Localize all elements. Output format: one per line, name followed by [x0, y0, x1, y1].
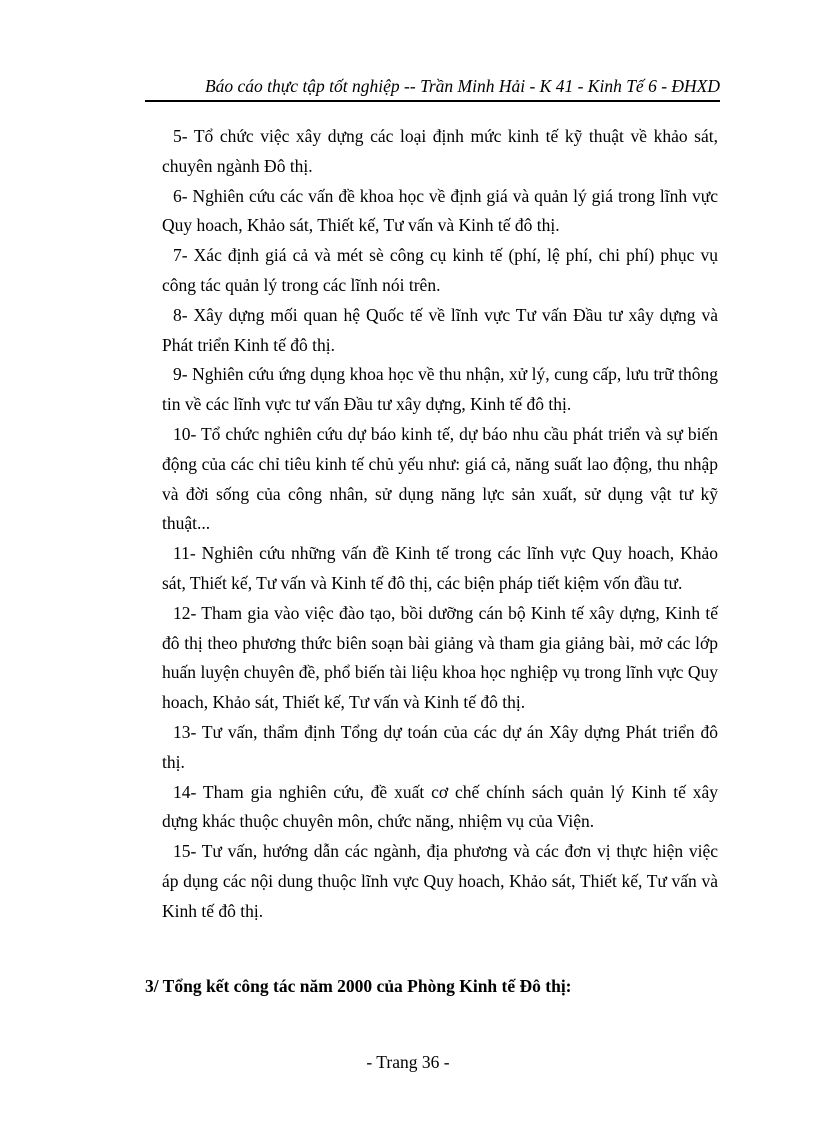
list-item: 12- Tham gia vào việc đào tạo, bồi dưỡng cán bộ Kinh tế xây dựng, Kinh tế đô thị theo phương thức biên soạn bài giảng và tham gia giảng bài, mở các lớp huấn luyện chuyên đề, phổ biến tài liệu khoa học nghiệp vụ trong lĩnh vực Quy hoach, Khảo sát, Thiết kế, Tư vấn và Kinh tế đô thị. [162, 602, 718, 713]
section-heading: 3/ Tổng kết công tác năm 2000 của Phòng Kinh tế Đô thị: [145, 976, 572, 996]
list-item: 13- Tư vấn, thẩm định Tổng dự toán của các dự án Xây dựng Phát triển đô thị. [162, 721, 718, 772]
page-footer [0, 1050, 816, 1074]
list-item: 7- Xác định giá cả và mét sè công cụ kinh tế (phí, lệ phí, chi phí) phục vụ công tác quản lý trong các lĩnh nói trên. [162, 245, 718, 295]
list-item: 6- Nghiên cứu các vấn đề khoa học về định giá và quản lý giá trong lĩnh vực Quy hoach, Khảo sát, Thiết kế, Tư vấn và Kinh tế đô thị. [162, 185, 718, 236]
list-item: 9- Nghiên cứu ứng dụng khoa học về thu nhận, xử lý, cung cấp, lưu trữ thông tin về các lĩnh vực tư vấn Đầu tư xây dựng, Kinh tế đô thị. [162, 364, 718, 415]
list-item: 11- Nghiên cứu những vấn đề Kinh tế trong các lĩnh vực Quy hoach, Khảo sát, Thiết kế, Tư vấn và Kinh tế đô thị, các biện pháp tiết kiệm vốn đầu tư. [162, 543, 718, 593]
list-item: 5- Tổ chức việc xây dựng các loại định mức kinh tế kỹ thuật về khảo sát, chuyên ngành Đô thị. [162, 126, 718, 176]
list-item: 14- Tham gia nghiên cứu, đề xuất cơ chế chính sách quản lý Kinh tế xây dựng khác thuộc chuyên môn, chức năng, nhiệm vụ của Viện. [162, 781, 718, 832]
list-item: 15- Tư vấn, hướng dẫn các ngành, địa phương và các đơn vị thực hiện việc áp dụng các nội dung thuộc lĩnh vực Quy hoach, Khảo sát, Thiết kế, Tư vấn và Kinh tế đô thị. [162, 841, 718, 921]
document-body [162, 122, 718, 927]
header-title: Báo cáo thực tập tốt nghiệp -- Trần Minh Hải - K 41 - Kinh Tế 6 - ĐHXD [204, 76, 720, 96]
list-item: 10- Tổ chức nghiên cứu dự báo kinh tế, dự báo nhu cầu phát triển và sự biến động của các chỉ tiêu kinh tế chủ yếu như: giá cả, năng suất lao động, thu nhập và đời sống của công nhân, sử dụng năng lực sản xuất, sử dụng vật tư kỹ thuật... [162, 423, 718, 534]
page-header [145, 74, 720, 102]
list-item: 8- Xây dựng mối quan hệ Quốc tế về lĩnh vực Tư vấn Đầu tư xây dựng và Phát triển Kinh tế đô thị. [162, 304, 718, 355]
page-number: - Trang 36 - [366, 1052, 450, 1072]
